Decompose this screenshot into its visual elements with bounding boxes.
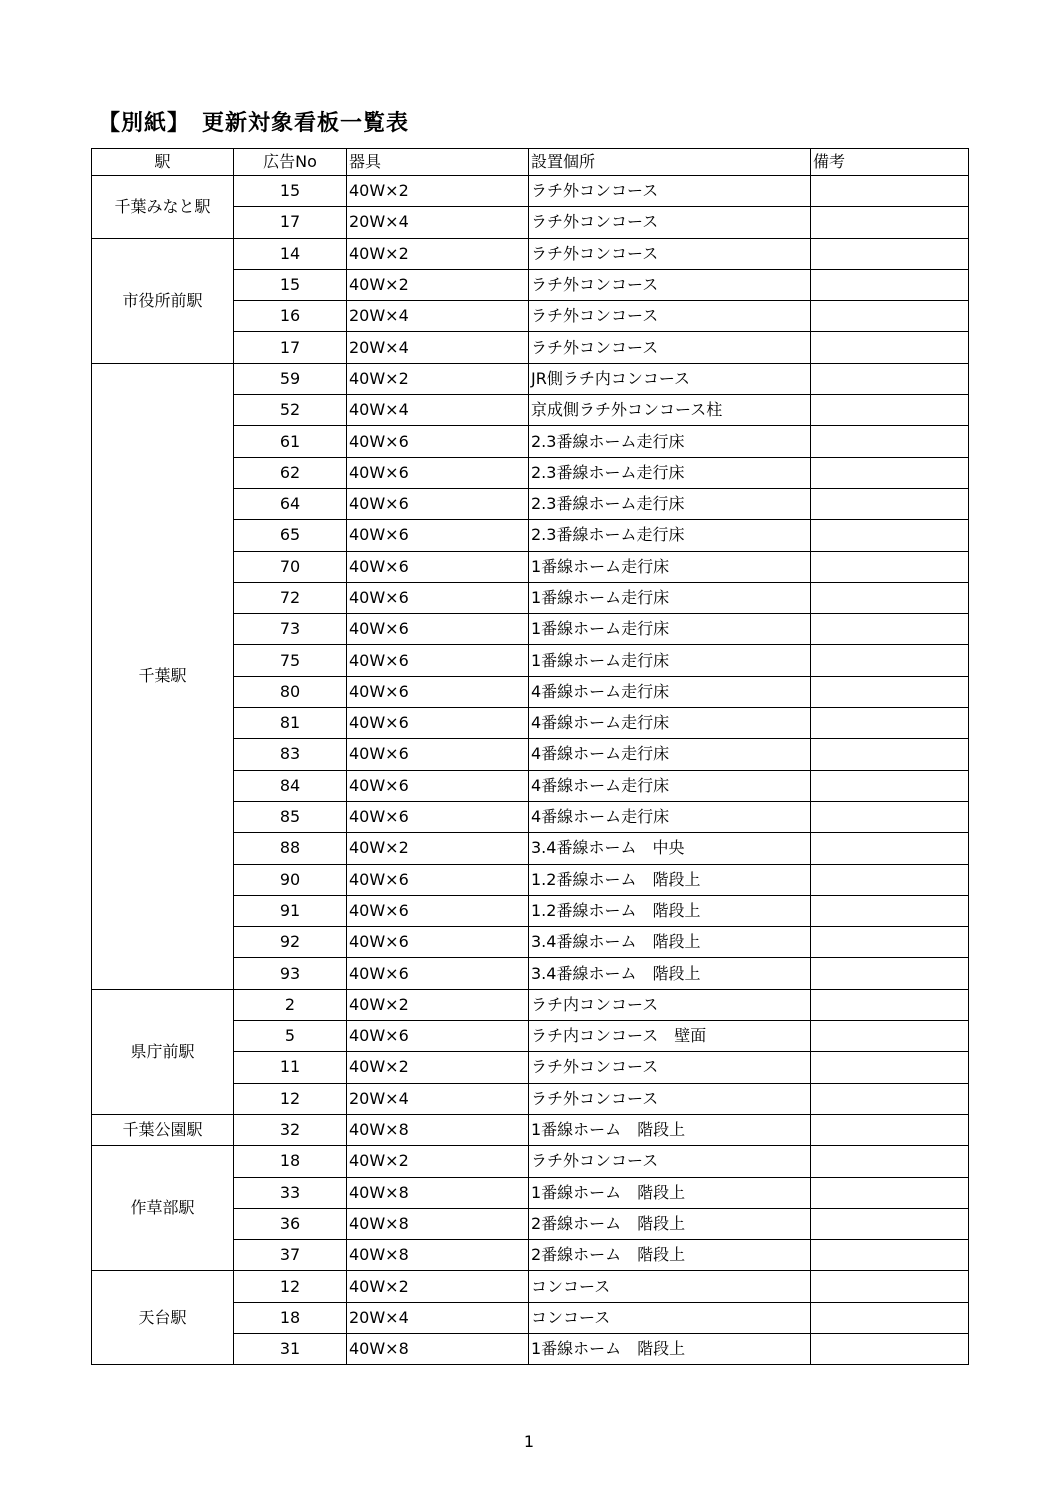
header-remarks: 備考 bbox=[811, 149, 969, 176]
fixture-cell: 40W×6 bbox=[347, 739, 529, 770]
remarks-cell bbox=[811, 551, 969, 582]
location-cell: 2.3番線ホーム走行床 bbox=[529, 426, 811, 457]
location-cell: 2番線ホーム 階段上 bbox=[529, 1240, 811, 1271]
location-cell: 1番線ホーム走行床 bbox=[529, 614, 811, 645]
page-number: 1 bbox=[523, 1432, 535, 1451]
fixture-cell: 40W×8 bbox=[347, 1177, 529, 1208]
remarks-cell bbox=[811, 363, 969, 394]
signboard-table bbox=[91, 148, 969, 1365]
remarks-cell bbox=[811, 1114, 969, 1145]
fixture-cell: 40W×6 bbox=[347, 895, 529, 926]
remarks-cell bbox=[811, 927, 969, 958]
remarks-cell bbox=[811, 520, 969, 551]
remarks-cell bbox=[811, 332, 969, 363]
fixture-cell: 40W×6 bbox=[347, 614, 529, 645]
table-row bbox=[92, 363, 969, 394]
station-name-cell: 市役所前駅 bbox=[92, 238, 234, 363]
ad-no-cell: 90 bbox=[234, 864, 347, 895]
ad-no-cell: 32 bbox=[234, 1114, 347, 1145]
remarks-cell bbox=[811, 1271, 969, 1302]
location-cell: ラチ外コンコース bbox=[529, 1083, 811, 1114]
ad-no-cell: 59 bbox=[234, 363, 347, 394]
location-cell: 4番線ホーム走行床 bbox=[529, 676, 811, 707]
location-cell: 1.2番線ホーム 階段上 bbox=[529, 864, 811, 895]
fixture-cell: 40W×6 bbox=[347, 1021, 529, 1052]
table-row bbox=[92, 176, 969, 207]
remarks-cell bbox=[811, 1146, 969, 1177]
remarks-cell bbox=[811, 1208, 969, 1239]
location-cell: ラチ外コンコース bbox=[529, 332, 811, 363]
ad-no-cell: 91 bbox=[234, 895, 347, 926]
header-ad-no: 広告No bbox=[234, 149, 347, 176]
ad-no-cell: 72 bbox=[234, 582, 347, 613]
fixture-cell: 20W×4 bbox=[347, 332, 529, 363]
remarks-cell bbox=[811, 645, 969, 676]
location-cell: 1番線ホーム 階段上 bbox=[529, 1333, 811, 1364]
ad-no-cell: 2 bbox=[234, 989, 347, 1020]
fixture-cell: 40W×8 bbox=[347, 1240, 529, 1271]
remarks-cell bbox=[811, 1177, 969, 1208]
fixture-cell: 40W×2 bbox=[347, 1271, 529, 1302]
fixture-cell: 40W×2 bbox=[347, 363, 529, 394]
fixture-cell: 40W×6 bbox=[347, 645, 529, 676]
fixture-cell: 40W×6 bbox=[347, 582, 529, 613]
ad-no-cell: 93 bbox=[234, 958, 347, 989]
fixture-cell: 40W×2 bbox=[347, 833, 529, 864]
table-row bbox=[92, 238, 969, 269]
ad-no-cell: 84 bbox=[234, 770, 347, 801]
remarks-cell bbox=[811, 801, 969, 832]
ad-no-cell: 16 bbox=[234, 301, 347, 332]
ad-no-cell: 12 bbox=[234, 1083, 347, 1114]
location-cell: コンコース bbox=[529, 1302, 811, 1333]
remarks-cell bbox=[811, 1302, 969, 1333]
header-fixture: 器具 bbox=[347, 149, 529, 176]
location-cell: JR側ラチ内コンコース bbox=[529, 363, 811, 394]
remarks-cell bbox=[811, 238, 969, 269]
ad-no-cell: 11 bbox=[234, 1052, 347, 1083]
ad-no-cell: 5 bbox=[234, 1021, 347, 1052]
ad-no-cell: 64 bbox=[234, 488, 347, 519]
remarks-cell bbox=[811, 488, 969, 519]
location-cell: 2.3番線ホーム走行床 bbox=[529, 488, 811, 519]
location-cell: 4番線ホーム走行床 bbox=[529, 801, 811, 832]
ad-no-cell: 61 bbox=[234, 426, 347, 457]
ad-no-cell: 12 bbox=[234, 1271, 347, 1302]
location-cell: 2.3番線ホーム走行床 bbox=[529, 457, 811, 488]
fixture-cell: 40W×6 bbox=[347, 457, 529, 488]
fixture-cell: 40W×6 bbox=[347, 958, 529, 989]
table-body bbox=[92, 176, 969, 1365]
remarks-cell bbox=[811, 457, 969, 488]
ad-no-cell: 33 bbox=[234, 1177, 347, 1208]
location-cell: 2.3番線ホーム走行床 bbox=[529, 520, 811, 551]
location-cell: ラチ内コンコース bbox=[529, 989, 811, 1020]
remarks-cell bbox=[811, 864, 969, 895]
ad-no-cell: 73 bbox=[234, 614, 347, 645]
remarks-cell bbox=[811, 1333, 969, 1364]
remarks-cell bbox=[811, 426, 969, 457]
location-cell: 3.4番線ホーム 階段上 bbox=[529, 958, 811, 989]
fixture-cell: 40W×8 bbox=[347, 1208, 529, 1239]
fixture-cell: 40W×2 bbox=[347, 238, 529, 269]
station-name-cell: 県庁前駅 bbox=[92, 989, 234, 1114]
ad-no-cell: 17 bbox=[234, 207, 347, 238]
fixture-cell: 40W×6 bbox=[347, 551, 529, 582]
location-cell: コンコース bbox=[529, 1271, 811, 1302]
remarks-cell bbox=[811, 614, 969, 645]
remarks-cell bbox=[811, 269, 969, 300]
ad-no-cell: 18 bbox=[234, 1146, 347, 1177]
remarks-cell bbox=[811, 770, 969, 801]
fixture-cell: 40W×4 bbox=[347, 395, 529, 426]
station-name-cell: 作草部駅 bbox=[92, 1146, 234, 1271]
fixture-cell: 20W×4 bbox=[347, 1302, 529, 1333]
fixture-cell: 40W×6 bbox=[347, 520, 529, 551]
location-cell: 4番線ホーム走行床 bbox=[529, 708, 811, 739]
location-cell: ラチ内コンコース 壁面 bbox=[529, 1021, 811, 1052]
location-cell: ラチ外コンコース bbox=[529, 176, 811, 207]
location-cell: 1番線ホーム 階段上 bbox=[529, 1177, 811, 1208]
table-row bbox=[92, 1114, 969, 1145]
table-row bbox=[92, 989, 969, 1020]
fixture-cell: 40W×6 bbox=[347, 676, 529, 707]
ad-no-cell: 17 bbox=[234, 332, 347, 363]
location-cell: 1.2番線ホーム 階段上 bbox=[529, 895, 811, 926]
remarks-cell bbox=[811, 207, 969, 238]
remarks-cell bbox=[811, 989, 969, 1020]
fixture-cell: 40W×2 bbox=[347, 176, 529, 207]
ad-no-cell: 85 bbox=[234, 801, 347, 832]
location-cell: 4番線ホーム走行床 bbox=[529, 770, 811, 801]
fixture-cell: 40W×6 bbox=[347, 426, 529, 457]
header-location: 設置個所 bbox=[529, 149, 811, 176]
fixture-cell: 40W×6 bbox=[347, 708, 529, 739]
location-cell: ラチ外コンコース bbox=[529, 269, 811, 300]
table-row bbox=[92, 1271, 969, 1302]
document-title: 【別紙】 更新対象看板一覧表 bbox=[98, 111, 410, 136]
fixture-cell: 40W×2 bbox=[347, 269, 529, 300]
ad-no-cell: 31 bbox=[234, 1333, 347, 1364]
ad-no-cell: 70 bbox=[234, 551, 347, 582]
location-cell: 3.4番線ホーム 階段上 bbox=[529, 927, 811, 958]
ad-no-cell: 18 bbox=[234, 1302, 347, 1333]
location-cell: 1番線ホーム走行床 bbox=[529, 551, 811, 582]
location-cell: ラチ外コンコース bbox=[529, 301, 811, 332]
location-cell: ラチ外コンコース bbox=[529, 207, 811, 238]
fixture-cell: 20W×4 bbox=[347, 301, 529, 332]
ad-no-cell: 81 bbox=[234, 708, 347, 739]
ad-no-cell: 83 bbox=[234, 739, 347, 770]
remarks-cell bbox=[811, 1021, 969, 1052]
fixture-cell: 20W×4 bbox=[347, 1083, 529, 1114]
ad-no-cell: 15 bbox=[234, 176, 347, 207]
remarks-cell bbox=[811, 708, 969, 739]
location-cell: ラチ外コンコース bbox=[529, 238, 811, 269]
location-cell: 3.4番線ホーム 中央 bbox=[529, 833, 811, 864]
fixture-cell: 20W×4 bbox=[347, 207, 529, 238]
station-name-cell: 千葉公園駅 bbox=[92, 1114, 234, 1145]
remarks-cell bbox=[811, 395, 969, 426]
location-cell: 1番線ホーム走行床 bbox=[529, 645, 811, 676]
remarks-cell bbox=[811, 739, 969, 770]
fixture-cell: 40W×6 bbox=[347, 770, 529, 801]
table-row bbox=[92, 1146, 969, 1177]
location-cell: 京成側ラチ外コンコース柱 bbox=[529, 395, 811, 426]
fixture-cell: 40W×6 bbox=[347, 801, 529, 832]
remarks-cell bbox=[811, 676, 969, 707]
fixture-cell: 40W×6 bbox=[347, 927, 529, 958]
remarks-cell bbox=[811, 958, 969, 989]
ad-no-cell: 65 bbox=[234, 520, 347, 551]
ad-no-cell: 15 bbox=[234, 269, 347, 300]
remarks-cell bbox=[811, 1083, 969, 1114]
ad-no-cell: 52 bbox=[234, 395, 347, 426]
remarks-cell bbox=[811, 833, 969, 864]
location-cell: 1番線ホーム走行床 bbox=[529, 582, 811, 613]
location-cell: 4番線ホーム走行床 bbox=[529, 739, 811, 770]
location-cell: 1番線ホーム 階段上 bbox=[529, 1114, 811, 1145]
ad-no-cell: 14 bbox=[234, 238, 347, 269]
ad-no-cell: 75 bbox=[234, 645, 347, 676]
fixture-cell: 40W×8 bbox=[347, 1114, 529, 1145]
station-name-cell: 天台駅 bbox=[92, 1271, 234, 1365]
ad-no-cell: 88 bbox=[234, 833, 347, 864]
ad-no-cell: 36 bbox=[234, 1208, 347, 1239]
header-station: 駅 bbox=[92, 149, 234, 176]
table-header-row bbox=[92, 149, 969, 176]
fixture-cell: 40W×2 bbox=[347, 989, 529, 1020]
fixture-cell: 40W×6 bbox=[347, 864, 529, 895]
ad-no-cell: 92 bbox=[234, 927, 347, 958]
remarks-cell bbox=[811, 895, 969, 926]
remarks-cell bbox=[811, 176, 969, 207]
ad-no-cell: 62 bbox=[234, 457, 347, 488]
remarks-cell bbox=[811, 582, 969, 613]
location-cell: 2番線ホーム 階段上 bbox=[529, 1208, 811, 1239]
location-cell: ラチ外コンコース bbox=[529, 1052, 811, 1083]
fixture-cell: 40W×2 bbox=[347, 1146, 529, 1177]
fixture-cell: 40W×6 bbox=[347, 488, 529, 519]
fixture-cell: 40W×2 bbox=[347, 1052, 529, 1083]
remarks-cell bbox=[811, 1052, 969, 1083]
ad-no-cell: 37 bbox=[234, 1240, 347, 1271]
remarks-cell bbox=[811, 1240, 969, 1271]
ad-no-cell: 80 bbox=[234, 676, 347, 707]
fixture-cell: 40W×8 bbox=[347, 1333, 529, 1364]
location-cell: ラチ外コンコース bbox=[529, 1146, 811, 1177]
station-name-cell: 千葉駅 bbox=[92, 363, 234, 989]
station-name-cell: 千葉みなと駅 bbox=[92, 176, 234, 239]
remarks-cell bbox=[811, 301, 969, 332]
